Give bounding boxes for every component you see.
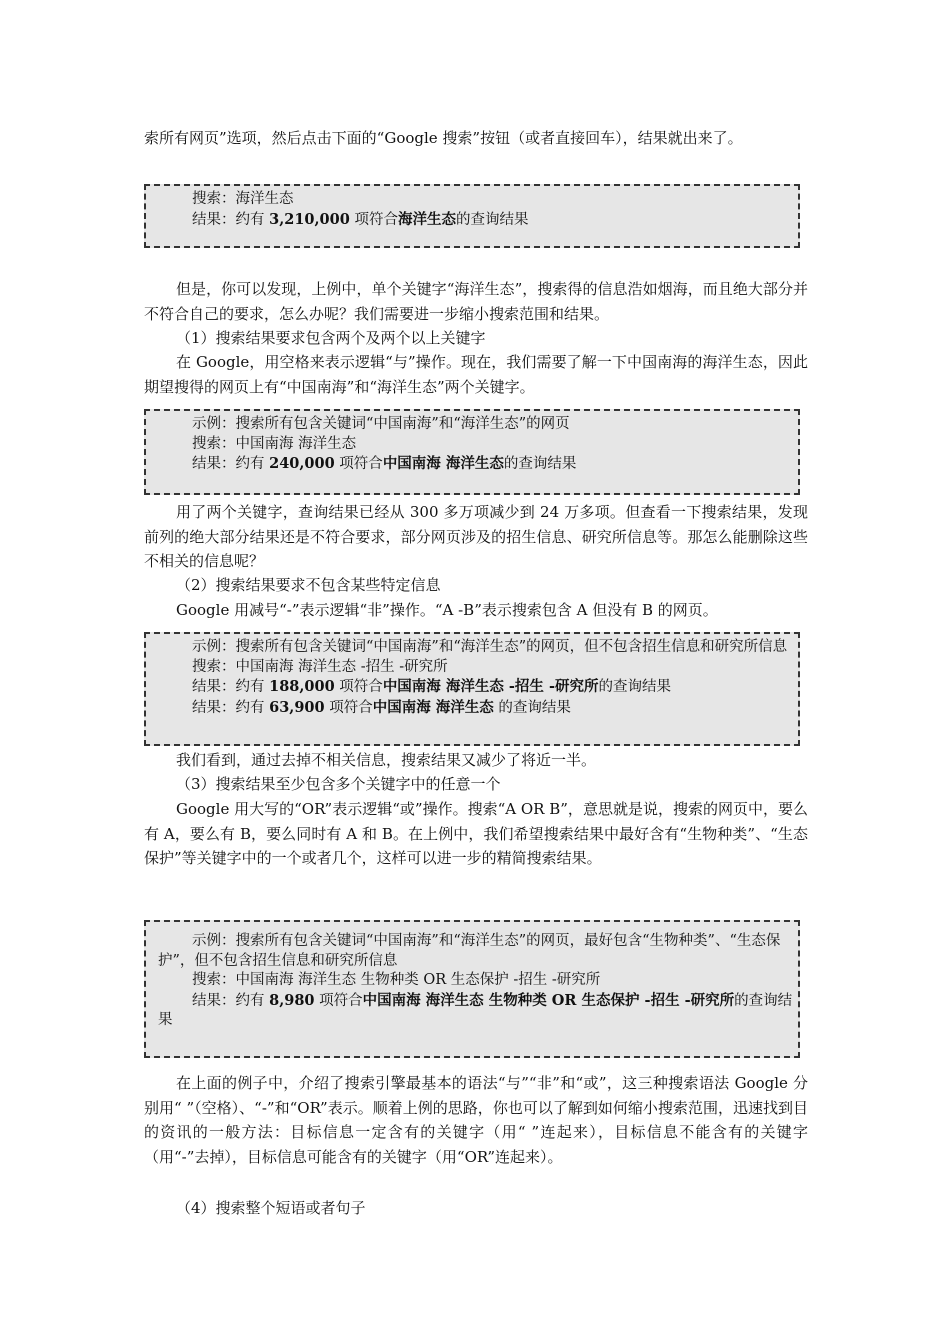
heading-4: （4）搜索整个短语或者句子 bbox=[176, 1199, 366, 1217]
paragraph-5: 我们看到，通过去掉不相关信息，搜索结果又减少了将近一半。 bbox=[176, 751, 597, 769]
box3-search-line: 搜索：中国南海 海洋生态 -招生 -研究所 bbox=[192, 658, 448, 675]
heading-2: （2）搜索结果要求不包含某些特定信息 bbox=[176, 576, 441, 594]
box4-search-line: 搜索：中国南海 海洋生态 生物种类 OR 生态保护 -招生 -研究所 bbox=[192, 972, 601, 988]
box2-result-line: 结果：约有 240,000 项符合中国南海 海洋生态的查询结果 bbox=[192, 455, 577, 472]
box2-example-line: 示例：搜索所有包含关键词“中国南海”和“海洋生态”的网页 bbox=[192, 416, 570, 432]
example-box-2 bbox=[144, 409, 800, 495]
heading-3: （3）搜索结果至少包含多个关键字中的任意一个 bbox=[176, 775, 501, 793]
box1-result-line: 结果：约有 3,210,000 项符合海洋生态的查询结果 bbox=[192, 210, 529, 228]
heading-1: （1）搜索结果要求包含两个及两个以上关键字 bbox=[176, 329, 486, 347]
box3-result-line-1: 结果：约有 188,000 项符合中国南海 海洋生态 -招生 -研究所的查询结果 bbox=[192, 678, 671, 695]
box4-result-line: 结果：约有 8,980 项符合中国南海 海洋生态 生物种类 OR 生态保护 -招生 -研究所的查询结果 bbox=[158, 991, 793, 1028]
paragraph-6: Google 用大写的“OR”表示逻辑“或”操作。搜索“A OR B”，意思就是说，搜索的网页中，要么有 A，要么有 B，要么同时有 A 和 B。在上例中，我们希望搜索结果中最好含有“生物种类”、“生态保护”等关键字中的一个或者几个，这样可以进一步的精简搜索结果。 bbox=[144, 800, 808, 867]
box3-example-line: 示例：搜索所有包含关键词“中国南海”和“海洋生态”的网页，但不包含招生信息和研究所信息 bbox=[192, 639, 788, 655]
box2-search-line: 搜索：中国南海 海洋生态 bbox=[192, 435, 357, 452]
paragraph-2: 在 Google，用空格来表示逻辑“与”操作。现在，我们需要了解一下中国南海的海洋生态，因此期望搜得的网页上有“中国南海”和“海洋生态”两个关键字。 bbox=[144, 353, 808, 396]
example-box-3 bbox=[144, 632, 800, 746]
box3-result-line-2: 结果：约有 63,900 项符合中国南海 海洋生态 的查询结果 bbox=[192, 698, 571, 716]
paragraph-3: 用了两个关键字，查询结果已经从 300 多万项减少到 24 万多项。但查看一下搜索结果，发现前列的绝大部分结果还是不符合要求，部分网页涉及的招生信息、研究所信息等。那怎么能删除这些不相关的信息呢？ bbox=[144, 503, 808, 570]
box4-example-line: 示例：搜索所有包含关键词“中国南海”和“海洋生态”的网页，最好包含“生物种类”、“生态保护”，但不包含招生信息和研究所信息 bbox=[158, 933, 781, 969]
paragraph-7: 在上面的例子中，介绍了搜索引擎最基本的语法“与”“非”和“或”，这三种搜索语法 Google 分别用“ ”（空格）、“-”和“OR”表示。顺着上例的思路，你也可以了解到如何缩小搜索范围，迅速找到目的资讯的一般方法：目标信息一定含有的关键字（用“ ”连起来），目标信息不能含有的关键字（用“-”去掉），目标信息可能含有的关键字（用“OR”连起来）。 bbox=[144, 1074, 808, 1166]
paragraph-1: 但是，你可以发现，上例中，单个关键字“海洋生态”，搜索得的信息浩如烟海，而且绝大部分并不符合自己的要求，怎么办呢？我们需要进一步缩小搜索范围和结果。 bbox=[144, 280, 808, 323]
intro-paragraph: 索所有网页”选项，然后点击下面的“Google 搜索”按钮（或者直接回车），结果就出来了。 bbox=[144, 129, 743, 147]
example-box-4 bbox=[144, 920, 800, 1058]
box1-search-line: 搜索：海洋生态 bbox=[192, 191, 294, 207]
example-box-1 bbox=[144, 184, 800, 248]
paragraph-4: Google 用减号“-”表示逻辑“非”操作。“A -B”表示搜索包含 A 但没有 B 的网页。 bbox=[176, 601, 718, 619]
